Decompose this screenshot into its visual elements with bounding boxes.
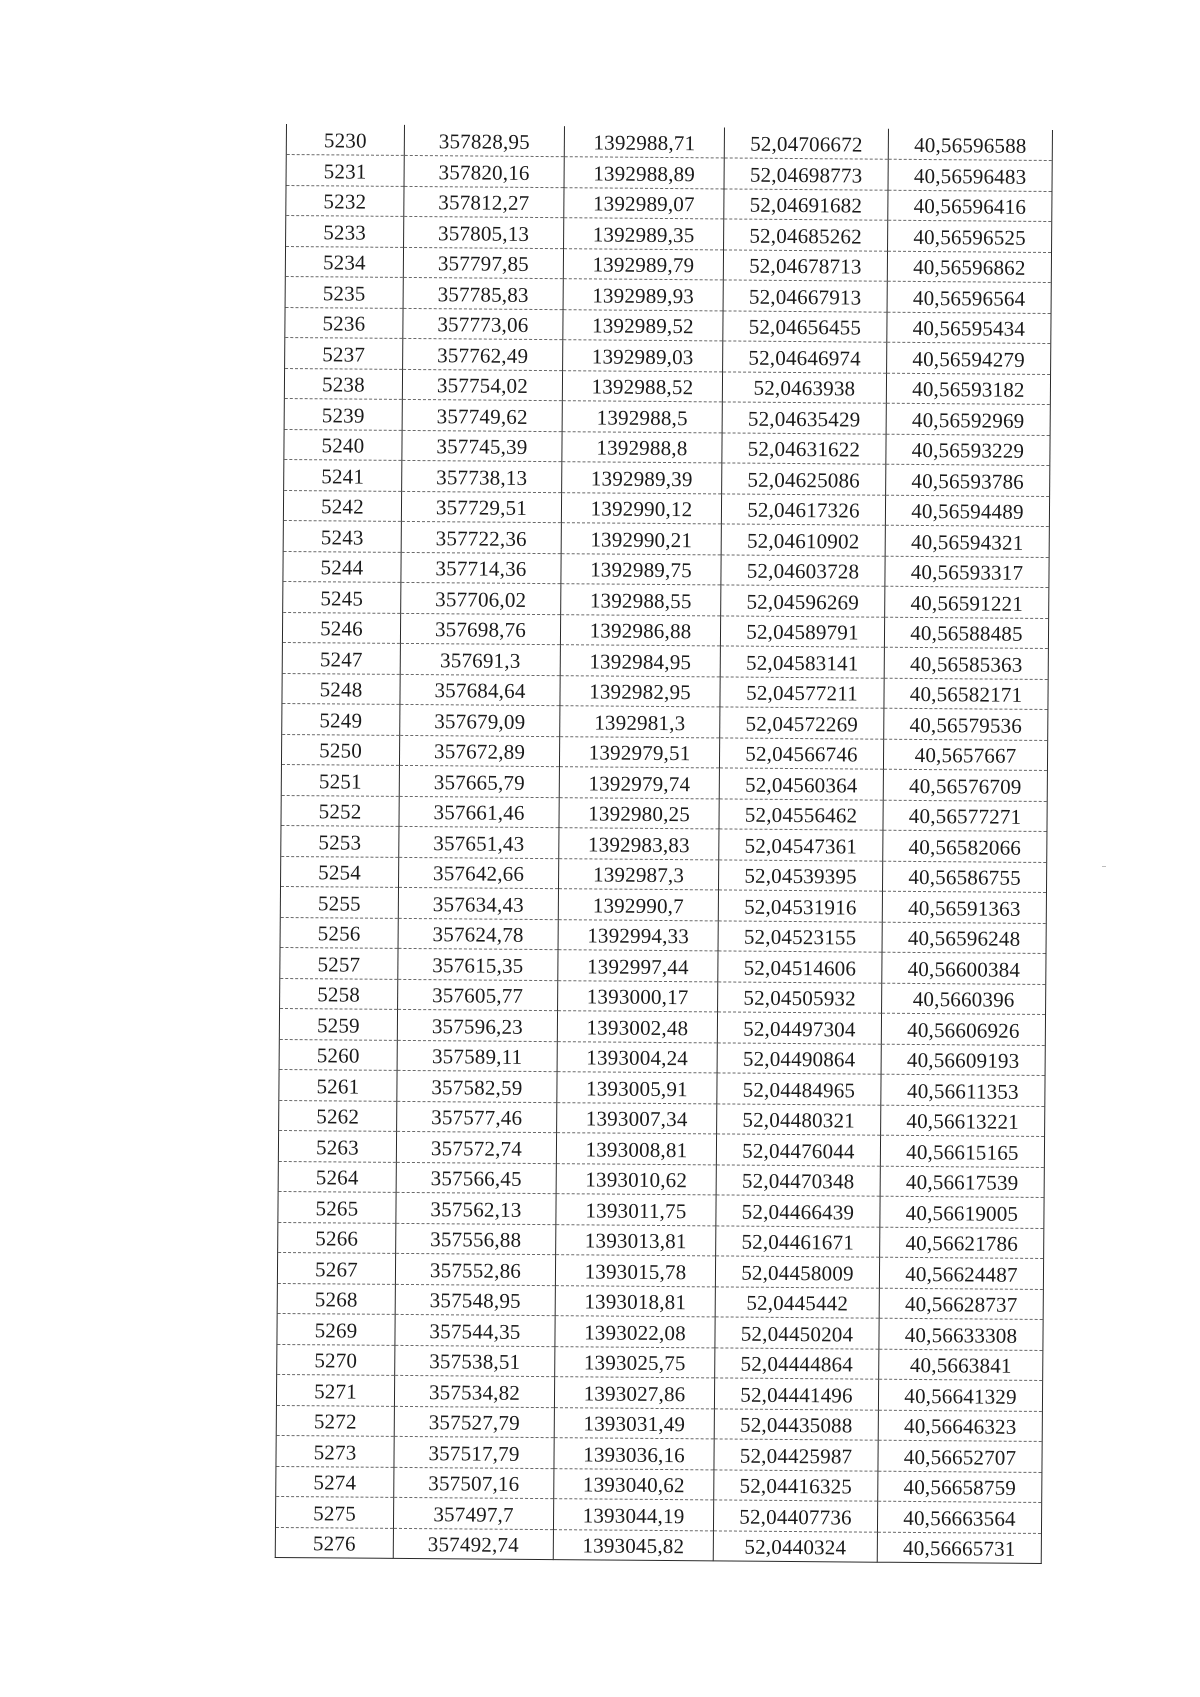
x-coordinate-cell: 357642,66: [399, 857, 559, 889]
x-coordinate-cell: 357706,02: [401, 582, 561, 614]
latitude-cell: 52,04596269: [721, 585, 885, 617]
point-number-cell: 5271: [276, 1374, 394, 1405]
longitude-cell: 40,56617539: [880, 1166, 1044, 1198]
x-coordinate-cell: 357556,88: [396, 1223, 556, 1255]
y-coordinate-cell: 1392980,25: [559, 797, 719, 829]
latitude-cell: 52,04470348: [716, 1164, 880, 1196]
x-coordinate-cell: 357773,06: [403, 308, 563, 340]
longitude-cell: 40,56596483: [888, 159, 1052, 191]
point-number-cell: 5262: [279, 1100, 397, 1131]
y-coordinate-cell: 1393000,17: [558, 980, 718, 1012]
point-number-cell: 5233: [286, 216, 404, 247]
latitude-cell: 52,04407736: [713, 1500, 877, 1532]
longitude-cell: 40,56665731: [877, 1532, 1041, 1564]
point-number-cell: 5274: [276, 1466, 394, 1497]
y-coordinate-cell: 1392983,83: [559, 828, 719, 860]
point-number-cell: 5232: [286, 185, 404, 216]
point-number-cell: 5254: [281, 856, 399, 887]
longitude-cell: 40,56596416: [888, 190, 1052, 222]
latitude-cell: 52,04416325: [714, 1469, 878, 1501]
longitude-cell: 40,56646323: [878, 1410, 1042, 1442]
point-number-cell: 5241: [284, 459, 402, 490]
latitude-cell: 52,04505932: [718, 981, 882, 1013]
y-coordinate-cell: 1392982,95: [560, 675, 720, 707]
longitude-cell: 40,56593786: [886, 464, 1050, 496]
x-coordinate-cell: 357672,89: [399, 735, 559, 767]
point-number-cell: 5266: [278, 1222, 396, 1253]
latitude-cell: 52,04466439: [716, 1195, 880, 1227]
y-coordinate-cell: 1392984,95: [560, 645, 720, 677]
latitude-cell: 52,04476044: [716, 1134, 880, 1166]
y-coordinate-cell: 1393025,75: [555, 1346, 715, 1378]
point-number-cell: 5245: [283, 581, 401, 612]
x-coordinate-cell: 357738,13: [402, 460, 562, 492]
latitude-cell: 52,04685262: [724, 219, 888, 251]
x-coordinate-cell: 357634,43: [398, 887, 558, 919]
point-number-cell: 5265: [278, 1191, 396, 1222]
latitude-cell: 52,04547361: [719, 829, 883, 861]
latitude-cell: 52,04625086: [722, 463, 886, 495]
point-number-cell: 5273: [276, 1435, 394, 1466]
longitude-cell: 40,56663564: [877, 1501, 1041, 1533]
latitude-cell: 52,04514606: [718, 951, 882, 983]
latitude-cell: 52,04617326: [721, 493, 885, 525]
y-coordinate-cell: 1393013,81: [556, 1224, 716, 1256]
point-number-cell: 5238: [284, 368, 402, 399]
longitude-cell: 40,56621786: [880, 1227, 1044, 1259]
x-coordinate-cell: 357582,59: [397, 1070, 557, 1102]
latitude-cell: 52,04572269: [720, 707, 884, 739]
point-number-cell: 5253: [281, 825, 399, 856]
point-number-cell: 5261: [279, 1069, 397, 1100]
longitude-cell: 40,56576709: [883, 769, 1047, 801]
latitude-cell: 52,04678713: [723, 249, 887, 281]
y-coordinate-cell: 1393027,86: [554, 1377, 714, 1409]
point-number-cell: 5239: [284, 398, 402, 429]
latitude-cell: 52,04656455: [723, 310, 887, 342]
latitude-cell: 52,04583141: [720, 646, 884, 678]
latitude-cell: 52,04610902: [721, 524, 885, 556]
coordinates-table-body: [275, 124, 1052, 1563]
x-coordinate-cell: 357762,49: [403, 338, 563, 370]
point-number-cell: 5259: [279, 1008, 397, 1039]
point-number-cell: 5249: [282, 703, 400, 734]
longitude-cell: 40,56582171: [884, 678, 1048, 710]
y-coordinate-cell: 1392987,3: [559, 858, 719, 890]
y-coordinate-cell: 1392979,51: [559, 736, 719, 768]
y-coordinate-cell: 1393036,16: [554, 1438, 714, 1470]
longitude-cell: 40,56596248: [882, 922, 1046, 954]
table-row: [275, 1527, 1041, 1564]
longitude-cell: 40,56579536: [884, 708, 1048, 740]
latitude-cell: 52,04556462: [719, 798, 883, 830]
latitude-cell: 52,04444864: [715, 1347, 879, 1379]
point-number-cell: 5276: [275, 1527, 393, 1558]
y-coordinate-cell: 1392990,12: [561, 492, 721, 524]
y-coordinate-cell: 1392988,71: [564, 126, 724, 158]
point-number-cell: 5257: [280, 947, 398, 978]
latitude-cell: 52,04603728: [721, 554, 885, 586]
longitude-cell: 40,56591363: [882, 891, 1046, 923]
latitude-cell: 52,04560364: [719, 768, 883, 800]
x-coordinate-cell: 357624,78: [398, 918, 558, 950]
longitude-cell: 40,56593317: [885, 556, 1049, 588]
x-coordinate-cell: 357651,43: [399, 826, 559, 858]
point-number-cell: 5270: [277, 1344, 395, 1375]
point-number-cell: 5234: [285, 246, 403, 277]
y-coordinate-cell: 1393022,08: [555, 1316, 715, 1348]
point-number-cell: 5267: [277, 1252, 395, 1283]
x-coordinate-cell: 357785,83: [403, 277, 563, 309]
y-coordinate-cell: 1393002,48: [557, 1011, 717, 1043]
y-coordinate-cell: 1393044,19: [553, 1499, 713, 1531]
y-coordinate-cell: 1392997,44: [558, 950, 718, 982]
x-coordinate-cell: 357714,36: [401, 552, 561, 584]
longitude-cell: 40,56585363: [884, 647, 1048, 679]
latitude-cell: 52,04484965: [717, 1073, 881, 1105]
latitude-cell: 52,04425987: [714, 1439, 878, 1471]
y-coordinate-cell: 1392989,75: [561, 553, 721, 585]
latitude-cell: 52,0463938: [722, 371, 886, 403]
x-coordinate-cell: 357562,13: [396, 1192, 556, 1224]
x-coordinate-cell: 357577,46: [397, 1101, 557, 1133]
longitude-cell: 40,56593229: [886, 434, 1050, 466]
x-coordinate-cell: 357534,82: [394, 1375, 554, 1407]
x-coordinate-cell: 357745,39: [402, 430, 562, 462]
longitude-cell: 40,56591221: [885, 586, 1049, 618]
point-number-cell: 5237: [285, 337, 403, 368]
longitude-cell: 40,56582066: [883, 830, 1047, 862]
point-number-cell: 5275: [275, 1496, 393, 1527]
latitude-cell: 52,04539395: [718, 859, 882, 891]
point-number-cell: 5272: [276, 1405, 394, 1436]
longitude-cell: 40,56606926: [881, 1013, 1045, 1045]
point-number-cell: 5263: [278, 1130, 396, 1161]
point-number-cell: 5243: [283, 520, 401, 551]
y-coordinate-cell: 1393005,91: [557, 1072, 717, 1104]
scan-speck: [1102, 866, 1106, 867]
x-coordinate-cell: 357527,79: [394, 1406, 554, 1438]
latitude-cell: 52,04635429: [722, 402, 886, 434]
y-coordinate-cell: 1393008,81: [556, 1133, 716, 1165]
point-number-cell: 5231: [286, 155, 404, 186]
x-coordinate-cell: 357497,7: [393, 1497, 553, 1529]
point-number-cell: 5242: [283, 490, 401, 521]
y-coordinate-cell: 1393045,82: [553, 1529, 713, 1561]
latitude-cell: 52,04589791: [720, 615, 884, 647]
y-coordinate-cell: 1392994,33: [558, 919, 718, 951]
x-coordinate-cell: 357507,16: [394, 1467, 554, 1499]
longitude-cell: 40,5663841: [879, 1349, 1043, 1381]
point-number-cell: 5247: [282, 642, 400, 673]
longitude-cell: 40,56658759: [878, 1471, 1042, 1503]
x-coordinate-cell: 357722,36: [401, 521, 561, 553]
longitude-cell: 40,56633308: [879, 1318, 1043, 1350]
longitude-cell: 40,56628737: [879, 1288, 1043, 1320]
latitude-cell: 52,04523155: [718, 920, 882, 952]
longitude-cell: 40,56624487: [879, 1257, 1043, 1289]
x-coordinate-cell: 357548,95: [395, 1284, 555, 1316]
y-coordinate-cell: 1392989,07: [564, 187, 724, 219]
y-coordinate-cell: 1393018,81: [555, 1285, 715, 1317]
latitude-cell: 52,04435088: [714, 1408, 878, 1440]
longitude-cell: 40,56609193: [881, 1044, 1045, 1076]
longitude-cell: 40,56615165: [880, 1135, 1044, 1167]
longitude-cell: 40,56594279: [887, 342, 1051, 374]
y-coordinate-cell: 1392988,89: [564, 157, 724, 189]
point-number-cell: 5235: [285, 276, 403, 307]
latitude-cell: 52,0445442: [715, 1286, 879, 1318]
y-coordinate-cell: 1392988,8: [562, 431, 722, 463]
latitude-cell: 52,04441496: [714, 1378, 878, 1410]
x-coordinate-cell: 357749,62: [402, 399, 562, 431]
longitude-cell: 40,56594489: [885, 495, 1049, 527]
longitude-cell: 40,5657667: [883, 739, 1047, 771]
longitude-cell: 40,56641329: [878, 1379, 1042, 1411]
y-coordinate-cell: 1392989,39: [562, 462, 722, 494]
latitude-cell: 52,04631622: [722, 432, 886, 464]
x-coordinate-cell: 357552,86: [395, 1253, 555, 1285]
x-coordinate-cell: 357820,16: [404, 155, 564, 187]
latitude-cell: 52,04480321: [717, 1103, 881, 1135]
latitude-cell: 52,04691682: [724, 188, 888, 220]
latitude-cell: 52,04577211: [720, 676, 884, 708]
coordinates-table: [275, 124, 1053, 1564]
y-coordinate-cell: 1393004,24: [557, 1041, 717, 1073]
latitude-cell: 52,04461671: [716, 1225, 880, 1257]
y-coordinate-cell: 1392989,93: [563, 279, 723, 311]
latitude-cell: 52,04566746: [719, 737, 883, 769]
latitude-cell: 52,04497304: [717, 1012, 881, 1044]
latitude-cell: 52,04458009: [715, 1256, 879, 1288]
longitude-cell: 40,56592969: [886, 403, 1050, 435]
longitude-cell: 40,56586755: [882, 861, 1046, 893]
longitude-cell: 40,56613221: [881, 1105, 1045, 1137]
x-coordinate-cell: 357754,02: [402, 369, 562, 401]
x-coordinate-cell: 357605,77: [398, 979, 558, 1011]
x-coordinate-cell: 357517,79: [394, 1436, 554, 1468]
y-coordinate-cell: 1392989,79: [563, 248, 723, 280]
longitude-cell: 40,56596862: [887, 251, 1051, 283]
x-coordinate-cell: 357797,85: [403, 247, 563, 279]
y-coordinate-cell: 1392981,3: [560, 706, 720, 738]
x-coordinate-cell: 357492,74: [393, 1528, 553, 1560]
point-number-cell: 5250: [281, 734, 399, 765]
x-coordinate-cell: 357538,51: [395, 1345, 555, 1377]
point-number-cell: 5269: [277, 1313, 395, 1344]
point-number-cell: 5255: [280, 886, 398, 917]
point-number-cell: 5248: [282, 673, 400, 704]
y-coordinate-cell: 1392990,7: [558, 889, 718, 921]
x-coordinate-cell: 357589,11: [397, 1040, 557, 1072]
latitude-cell: 52,04490864: [717, 1042, 881, 1074]
y-coordinate-cell: 1392988,52: [562, 370, 722, 402]
longitude-cell: 40,56596525: [888, 220, 1052, 252]
x-coordinate-cell: 357828,95: [404, 125, 564, 157]
point-number-cell: 5252: [281, 795, 399, 826]
x-coordinate-cell: 357661,46: [399, 796, 559, 828]
x-coordinate-cell: 357665,79: [399, 765, 559, 797]
x-coordinate-cell: 357805,13: [404, 216, 564, 248]
x-coordinate-cell: 357698,76: [400, 613, 560, 645]
longitude-cell: 40,56652707: [878, 1440, 1042, 1472]
x-coordinate-cell: 357596,23: [397, 1009, 557, 1041]
point-number-cell: 5251: [281, 764, 399, 795]
point-number-cell: 5244: [283, 551, 401, 582]
point-number-cell: 5230: [286, 124, 404, 155]
latitude-cell: 52,04450204: [715, 1317, 879, 1349]
latitude-cell: 52,04698773: [724, 158, 888, 190]
point-number-cell: 5258: [280, 978, 398, 1009]
latitude-cell: 52,04706672: [724, 127, 888, 159]
longitude-cell: 40,56600384: [882, 952, 1046, 984]
point-number-cell: 5236: [285, 307, 403, 338]
y-coordinate-cell: 1393007,34: [557, 1102, 717, 1134]
y-coordinate-cell: 1392979,74: [559, 767, 719, 799]
point-number-cell: 5246: [282, 612, 400, 643]
latitude-cell: 52,04646974: [723, 341, 887, 373]
y-coordinate-cell: 1393015,78: [555, 1255, 715, 1287]
x-coordinate-cell: 357684,64: [400, 674, 560, 706]
point-number-cell: 5260: [279, 1039, 397, 1070]
x-coordinate-cell: 357566,45: [396, 1162, 556, 1194]
latitude-cell: 52,04667913: [723, 280, 887, 312]
x-coordinate-cell: 357544,35: [395, 1314, 555, 1346]
latitude-cell: 52,0440324: [713, 1530, 877, 1562]
longitude-cell: 40,56588485: [884, 617, 1048, 649]
point-number-cell: 5268: [277, 1283, 395, 1314]
point-number-cell: 5264: [278, 1161, 396, 1192]
longitude-cell: 40,56594321: [885, 525, 1049, 557]
y-coordinate-cell: 1393010,62: [556, 1163, 716, 1195]
x-coordinate-cell: 357572,74: [396, 1131, 556, 1163]
longitude-cell: 40,56596588: [888, 129, 1052, 161]
y-coordinate-cell: 1392986,88: [560, 614, 720, 646]
x-coordinate-cell: 357691,3: [400, 643, 560, 675]
y-coordinate-cell: 1393011,75: [556, 1194, 716, 1226]
x-coordinate-cell: 357729,51: [401, 491, 561, 523]
longitude-cell: 40,56593182: [886, 373, 1050, 405]
y-coordinate-cell: 1393031,49: [554, 1407, 714, 1439]
x-coordinate-cell: 357615,35: [398, 948, 558, 980]
latitude-cell: 52,04531916: [718, 890, 882, 922]
x-coordinate-cell: 357812,27: [404, 186, 564, 218]
longitude-cell: 40,56577271: [883, 800, 1047, 832]
y-coordinate-cell: 1392989,03: [563, 340, 723, 372]
y-coordinate-cell: 1393040,62: [554, 1468, 714, 1500]
point-number-cell: 5256: [280, 917, 398, 948]
longitude-cell: 40,5660396: [882, 983, 1046, 1015]
y-coordinate-cell: 1392989,52: [563, 309, 723, 341]
longitude-cell: 40,56596564: [887, 281, 1051, 313]
y-coordinate-cell: 1392988,5: [562, 401, 722, 433]
x-coordinate-cell: 357679,09: [400, 704, 560, 736]
point-number-cell: 5240: [284, 429, 402, 460]
y-coordinate-cell: 1392989,35: [564, 218, 724, 250]
y-coordinate-cell: 1392988,55: [561, 584, 721, 616]
longitude-cell: 40,56619005: [880, 1196, 1044, 1228]
longitude-cell: 40,56595434: [887, 312, 1051, 344]
y-coordinate-cell: 1392990,21: [561, 523, 721, 555]
longitude-cell: 40,56611353: [881, 1074, 1045, 1106]
